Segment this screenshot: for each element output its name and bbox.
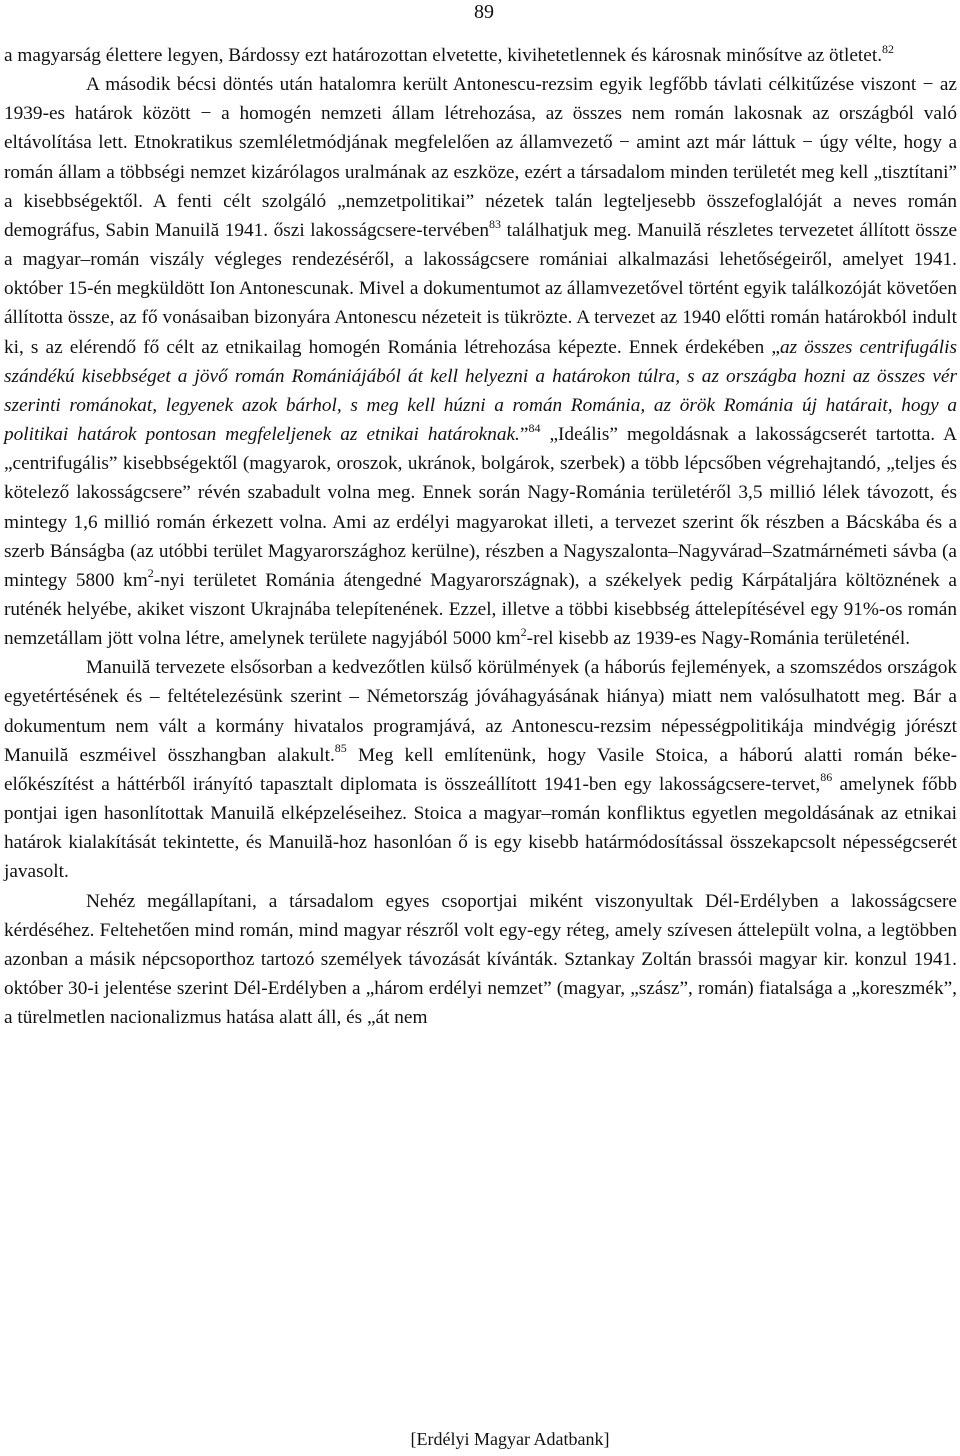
paragraph <box>4 653 957 886</box>
paragraph-text: -nyi területet Románia átengedné Magyarországnak), a székelyek pedig Kárpátaljára költöznének a ruténék helyébe, akiket viszont Ukrajnába telepítenének. Ezzel, illetve a többi kisebbség áttelepítésével egy 91%-os román nemzetállam jött volna létre, amelynek területe nagyjából 5000 km <box>4 569 957 650</box>
footnote-ref: 82 <box>882 41 895 56</box>
footnote-ref: 2 <box>520 624 527 639</box>
paragraph-text: találhatjuk meg. Manuilă részletes tervezetet állított össze a magyar–román viszály végleges rendezéséről, a lakosságcsere romániai alkalmazási lehetőségeiről, amelyet 1941. október 15-én megküldött Ion Antonescunak. Mivel a dokumentumot az államvezetővel történt egyik találkozóját követően állította össze, az fő vonásaiban bizonyára Antonescu nézeteit is tükrözte. A tervezet az 1940 előtti román határokból indult ki, s az elérendő fő célt az etnikailag homogén Románia létrehozása képezte. Ennek érdekében „ <box>4 219 957 358</box>
document-body <box>4 41 957 1032</box>
paragraph-text: Manuilă tervezete elsősorban a kedvezőtlen külső körülmények (a háborús fejlemények, a szomszédos országok egyetértésének és – feltételezésünk szerint – Németország jóváhagyásának hiánya) miatt nem valósulhatott meg. Bár a dokumentum nem vált a kormány hivatalos programjává, az Antonescu-rezsim népességpolitikája mindvégig jórészt Manuilă eszméivel összhangban alakult. <box>4 657 957 766</box>
paragraph-text: „Ideális” megoldásnak a lakosságcserét tartotta. A „centrifugális” kisebbségektől (magyarok, oroszok, ukránok, bolgárok, szerbek) a több lépcsőben végrehajtandó, „teljes és kötelező lakosságcsere” révén szabadult volna meg. Ennek során Nagy-Románia területéről 3,5 millió lélek távozott, és mintegy 1,6 millió román érkezett volna. Ami az erdélyi magyarokat illeti, a tervezet szerint ők részben a Bácskába és a szerb Bánságba (az utóbbi terület Magyarországhoz kerülne), részben a Nagyszalonta–Nagyvárad–Szatmárnémeti sávba (a mintegy 5800 km <box>4 424 957 591</box>
paragraph-text: -rel kisebb az 1939-es Nagy-Románia területénél. <box>526 628 911 650</box>
paragraph-text: ” <box>519 424 529 446</box>
page-footer: [Erdélyi Magyar Adatbank] <box>410 1429 610 1449</box>
paragraph-text: Nehéz megállapítani, a társadalom egyes csoportjai miként viszonyultak Dél-Erdélyben a lakosságcsere kérdéséhez. Feltehetően mind román, mind magyar részről volt egy-egy réteg, amely szívesen áttelepült volna, a legtöbben azonban a másik népcsoporthoz tartozó személyek távozását kívánták. Sztankay Zoltán brassói magyar kir. konzul 1941. október 30-i jelentése szerint Dél-Erdélyben a „három erdélyi nemzet” (magyar, „szász”, román) fiatalsága a „koreszmék”, a türelmetlen nacionalizmus hatása alatt áll, és „át nem <box>4 890 957 1029</box>
paragraph <box>4 70 957 653</box>
page-number: 89 <box>474 1 494 23</box>
paragraph-text: Meg kell említenünk, hogy Vasile Stoica, a háború alatti román béke-előkészítést a háttérből irányító tapasztalt diplomata is összeállított 1941-ben egy lakosságcsere-tervet, <box>4 744 957 795</box>
footnote-ref: 86 <box>820 770 833 785</box>
footnote-ref: 83 <box>489 216 502 231</box>
footnote-ref: 85 <box>334 741 347 756</box>
paragraph-text: A második bécsi döntés után hatalomra került Antonescu-rezsim egyik legfőbb távlati célkitűzése viszont − az 1939-es határok között − a homogén nemzeti állam létrehozása, az összes nem román lakosnak az országból való eltávolítása lett. Etnokratikus szemléletmódjának megfelelően az államvezető − amint azt már láttuk − úgy vélte, hogy a román állam a többségi nemzet kizárólagos uralmának az eszköze, ezért a társadalom minden területét meg kell „tisztítani” a kisebbségektől. A fenti célt szolgáló „nemzetpolitikai” nézetek talán legteljesebb összefoglalóját a neves román demográfus, Sabin Manuilă 1941. őszi lakosságcsere-tervében <box>4 74 957 241</box>
quoted-passage: az összes centrifugális szándékú kisebbséget a jövő román Romániájából át kell helyezni a határokon túlra, s az országba hozni az összes vér szerinti románokat, legyenek azok bárhol, s meg kell húzni a román Románia, az örök Románia új határait, hogy a politikai határok pontosan megfeleljenek az etnikai határoknak. <box>4 336 957 446</box>
footnote-ref: 2 <box>147 566 154 581</box>
paragraph-text: amelynek főbb pontjai igen hasonlítottak Manuilă elképzeléseihez. Stoica a magyar–román konfliktus egyetlen megoldásának az etnikai határok kialakítását tekintette, és Manuilă-hoz hasonlóan ő is egy kisebb határmódosítással összekapcsolt népességcserét javasolt. <box>4 773 957 883</box>
paragraph <box>4 41 957 70</box>
paragraph <box>4 887 957 1033</box>
paragraph-text: a magyarság élettere legyen, Bárdossy ezt határozottan elvetette, kivihetetlennek és károsnak minősítve az ötletet. <box>4 45 883 66</box>
footnote-ref: 84 <box>528 420 541 435</box>
